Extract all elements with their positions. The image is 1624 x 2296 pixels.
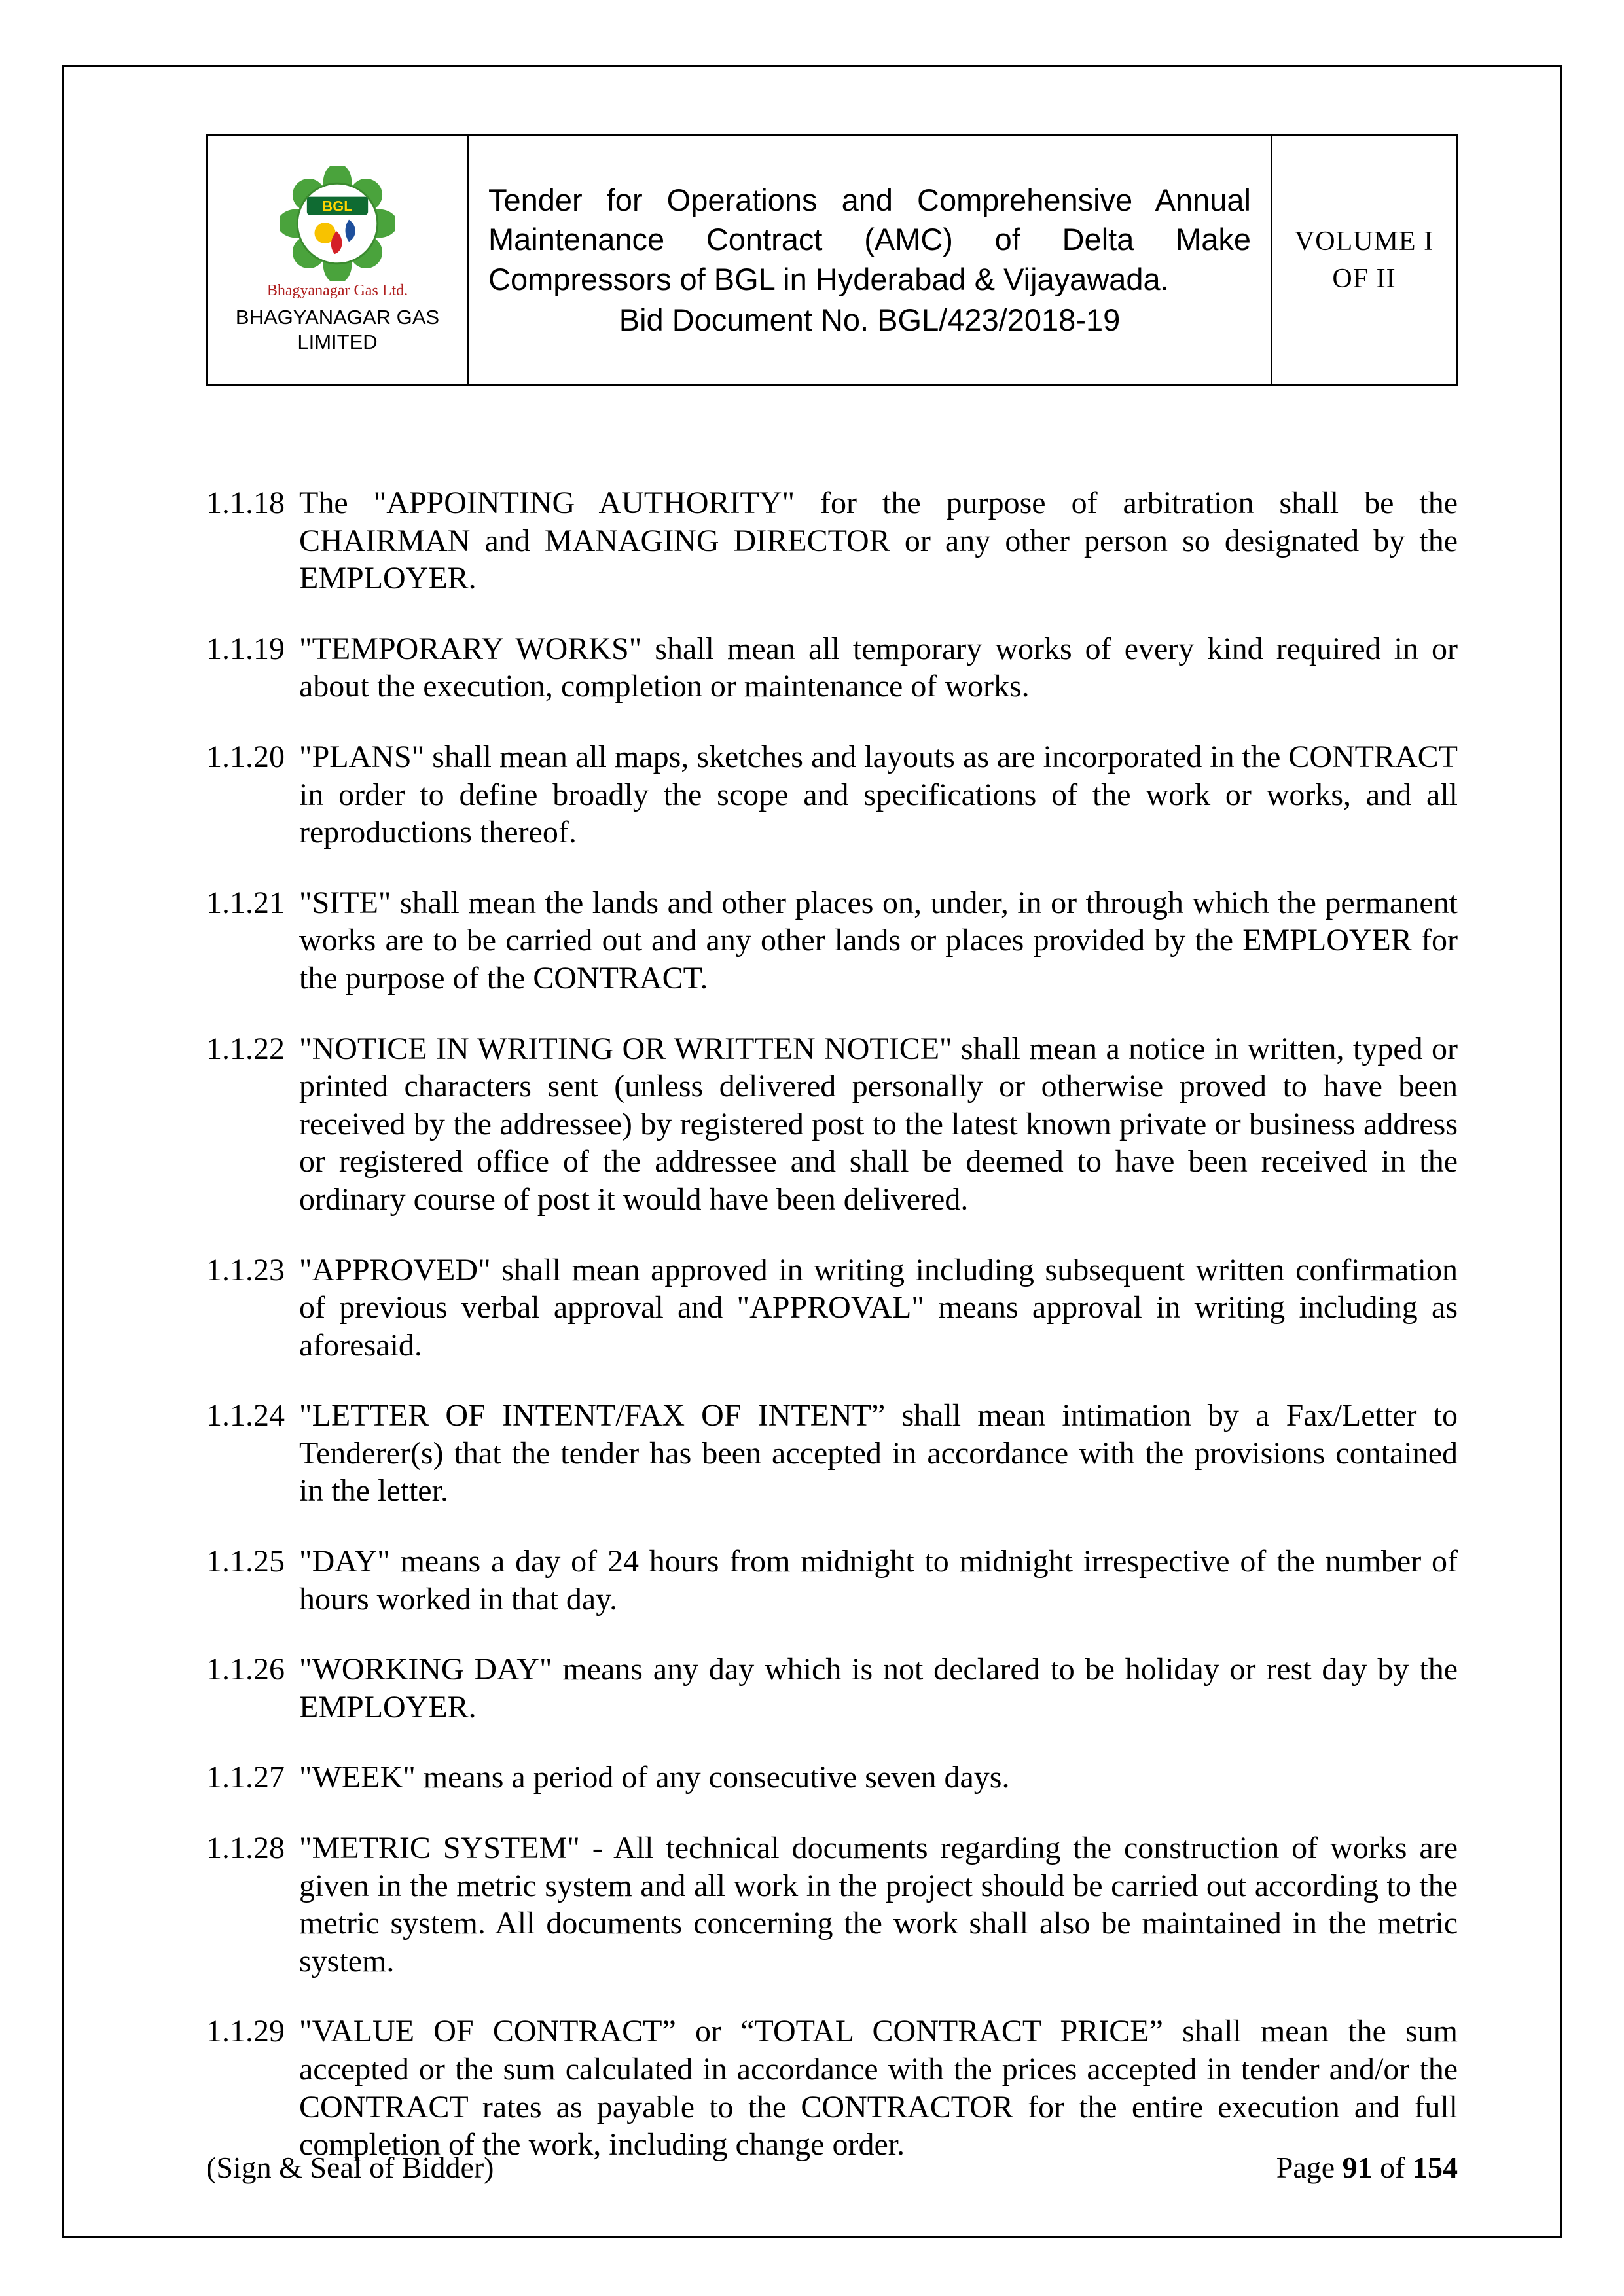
clause-text: "DAY" means a day of 24 hours from midnight to midnight irrespective of the number of hours worked in that day. [299, 1544, 1458, 1617]
clause-number: 1.1.18 [206, 486, 285, 520]
clause-text: "LETTER OF INTENT/FAX OF INTENT” shall mean intimation by a Fax/Letter to Tenderer(s) that the tender has been accepted in accordance with the provisions contained in the letter. [299, 1398, 1458, 1509]
clause-text: "PLANS" shall mean all maps, sketches and layouts as are incorporated in the CONTRACT in order to define broadly the scope and specifications of the work or works, and all reproductions thereof. [299, 739, 1458, 850]
clause-text: "TEMPORARY WORKS" shall mean all temporary works of every kind required in or about the execution, completion or maintenance of works. [299, 631, 1458, 704]
clause-list [206, 484, 1458, 2197]
clause-number: 1.1.21 [206, 885, 285, 920]
bgl-logo-icon [280, 166, 395, 281]
clause-number: 1.1.22 [206, 1031, 285, 1066]
page-indicator [1276, 2150, 1458, 2185]
clause [206, 738, 1458, 852]
clause [206, 1543, 1458, 1618]
clause [206, 630, 1458, 706]
clause-number: 1.1.29 [206, 2014, 285, 2049]
clause-number: 1.1.25 [206, 1544, 285, 1579]
clause-number: 1.1.20 [206, 739, 285, 774]
page-number: 91 [1342, 2151, 1373, 2184]
clause-text: "METRIC SYSTEM" - All technical documents regarding the construction of works are given in the metric system and all work in the project should be carried out according to the metric system. All documents concerning the work shall also be maintained in the metric system. [299, 1831, 1458, 1979]
clause-number: 1.1.19 [206, 631, 285, 666]
clause-text: "WEEK" means a period of any consecutive seven days. [299, 1760, 1010, 1795]
header-table [206, 134, 1458, 386]
volume-line-2: OF II [1332, 263, 1396, 294]
clause-number: 1.1.26 [206, 1652, 285, 1687]
clause-number: 1.1.23 [206, 1252, 285, 1287]
clause-text: "VALUE OF CONTRACT” or “TOTAL CONTRACT PRICE” shall mean the sum accepted or the sum calculated in accordance with the prices accepted in tender and/or the CONTRACT rates as payable to the CONTRACTOR for the entire execution and full completion of the work, including change order. [299, 2014, 1458, 2162]
clause [206, 2013, 1458, 2163]
clause [206, 1397, 1458, 1510]
bid-document-number: Bid Document No. BGL/423/2018-19 [619, 302, 1121, 337]
volume-line-1: VOLUME I [1294, 226, 1434, 257]
clause [206, 484, 1458, 598]
document-title: Tender for Operations and Comprehensive Annual Maintenance Contract (AMC) of Delta Make Compressors of BGL in Hyderabad & Vijayawada. [488, 183, 1251, 296]
page-label: Page [1276, 2151, 1335, 2184]
logo-monogram: BGL [322, 198, 353, 215]
logo-caption: Bhagyanagar Gas Ltd. [266, 281, 408, 299]
clause-number: 1.1.24 [206, 1398, 285, 1433]
volume-cell [1272, 136, 1456, 384]
clause-text: "APPROVED" shall mean approved in writing including subsequent written confirmation of previous verbal approval and "APPROVAL" means approval in writing including as aforesaid. [299, 1252, 1458, 1363]
clause [206, 1829, 1458, 1980]
sign-seal-note: (Sign & Seal of Bidder) [206, 2151, 494, 2184]
clause [206, 1251, 1458, 1365]
clause-text: "SITE" shall mean the lands and other places on, under, in or through which the permanent works are to be carried out and any other lands or places provided by the EMPLOYER for the purpose of the CONTRACT. [299, 885, 1458, 996]
clause [206, 1651, 1458, 1726]
title-cell [469, 136, 1272, 384]
clause [206, 1759, 1458, 1797]
clause-text: "WORKING DAY" means any day which is not declared to be holiday or rest day by the EMPLOYER. [299, 1652, 1458, 1725]
of-label: of [1380, 2151, 1405, 2184]
logo-cell [208, 136, 469, 384]
clause-number: 1.1.27 [206, 1760, 285, 1795]
clause-number: 1.1.28 [206, 1831, 285, 1866]
footer [206, 2150, 1458, 2185]
clause [206, 884, 1458, 997]
clause-text: The "APPOINTING AUTHORITY" for the purpose of arbitration shall be the CHAIRMAN and MANAGING DIRECTOR or any other person so designated by the EMPLOYER. [299, 486, 1458, 596]
org-name: BHAGYANAGAR GAS LIMITED [235, 305, 440, 353]
total-pages: 154 [1413, 2151, 1458, 2184]
clause [206, 1030, 1458, 1219]
clause-text: "NOTICE IN WRITING OR WRITTEN NOTICE" shall mean a notice in written, typed or printed characters sent (unless delivered personally or otherwise proved to have been received by the addressee) by registered post to the latest known private or business address or registered office of the addressee and shall be deemed to have been received in the ordinary course of post it would have been delivered. [299, 1031, 1458, 1217]
